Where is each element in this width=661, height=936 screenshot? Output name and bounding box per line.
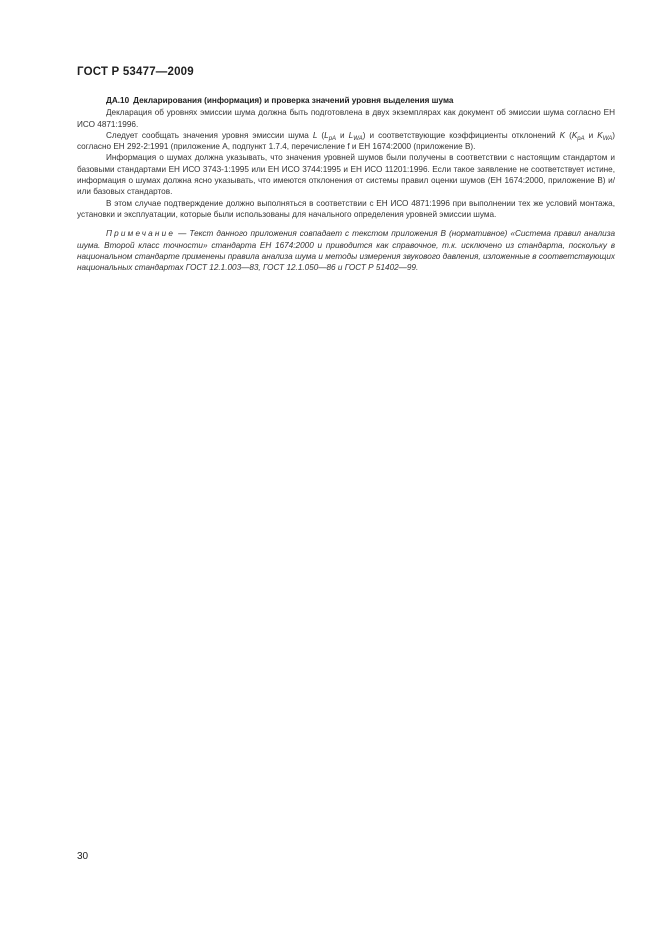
standard-header: ГОСТ Р 53477—2009 xyxy=(77,66,194,78)
section-heading xyxy=(77,95,615,106)
note-label: Примечание xyxy=(106,229,176,239)
section-title: Декларирования (информация) и проверка значений уровня выделения шума xyxy=(133,96,454,105)
section-number: ДА.10 xyxy=(106,96,130,105)
text-run: Следует сообщать значения уровня эмиссии шума xyxy=(106,130,313,140)
text-run: ( xyxy=(317,130,325,140)
note-text: — Текст данного приложения совпадает с текстом приложения В (нормативное) «Система правил анализа шума. Второй класс точности» стандарта ЕН 1674:2000 и приводится как справочное, т.к. исключено из стандарта, поскольку в национальном стандарте применены правила анализа шума и методы измерения звукового давления, изложенные в соответствующих национальных стандартах ГОСТ 12.1.003—83, ГОСТ 12.1.050—86 и ГОСТ Р 51402—99. xyxy=(77,229,615,273)
symbol-K: K xyxy=(597,130,603,140)
paragraph-1: Декларация об уровнях эмиссии шума должна быть подготовлена в двух экземплярах как документ об эмиссии шума согласно ЕН ИСО 4871:1996. xyxy=(77,108,615,129)
note xyxy=(77,228,615,273)
paragraph-2 xyxy=(77,130,615,153)
subscript-WA: WA xyxy=(602,135,613,142)
text-run: и xyxy=(336,130,349,140)
paragraph-3: Информация о шумах должна указывать, что значения уровней шумов были получены в соответствии с настоящим стандартом и базовыми стандартами ЕН ИСО 3743-1:1995 или ЕН ИСО 3744:1995 и ЕН ИСО 11201:1996. Если такое заявление не соответствует истине, информация о шумах должна ясно указывать, что имеются отклонения от системы правил оценки шумов (ЕН 1674:2000, приложение В) и/или базовых стандартов. xyxy=(77,153,615,197)
symbol-K: K xyxy=(559,130,566,140)
text-run: ( xyxy=(565,130,572,140)
subscript-pA: pA xyxy=(577,135,585,142)
text-run: и xyxy=(584,130,598,140)
subscript-pA: pA xyxy=(328,135,337,142)
symbol-L: L xyxy=(348,130,354,140)
text-run: ) и соответствующие коэффициенты отклонений xyxy=(362,130,560,140)
symbol-L: L xyxy=(324,130,329,140)
subscript-WA: WA xyxy=(353,135,363,142)
symbol-K: K xyxy=(571,130,578,140)
symbol-L: L xyxy=(312,130,318,140)
paragraph-4: В этом случае подтверждение должно выполняться в соответствии с ЕН ИСО 4871:1996 при выполнении тех же условий монтажа, установки и эксплуатации, которые были использованы для начального определения уровней эмиссии шума. xyxy=(77,198,615,219)
document-body xyxy=(77,95,615,273)
page-number: 30 xyxy=(77,851,89,862)
text-run: ) согласно ЕН 292-2:1991 (приложение А, подпункт 1.7.4, перечисление f и ЕН 1674:2000 (приложение В). xyxy=(77,130,615,152)
